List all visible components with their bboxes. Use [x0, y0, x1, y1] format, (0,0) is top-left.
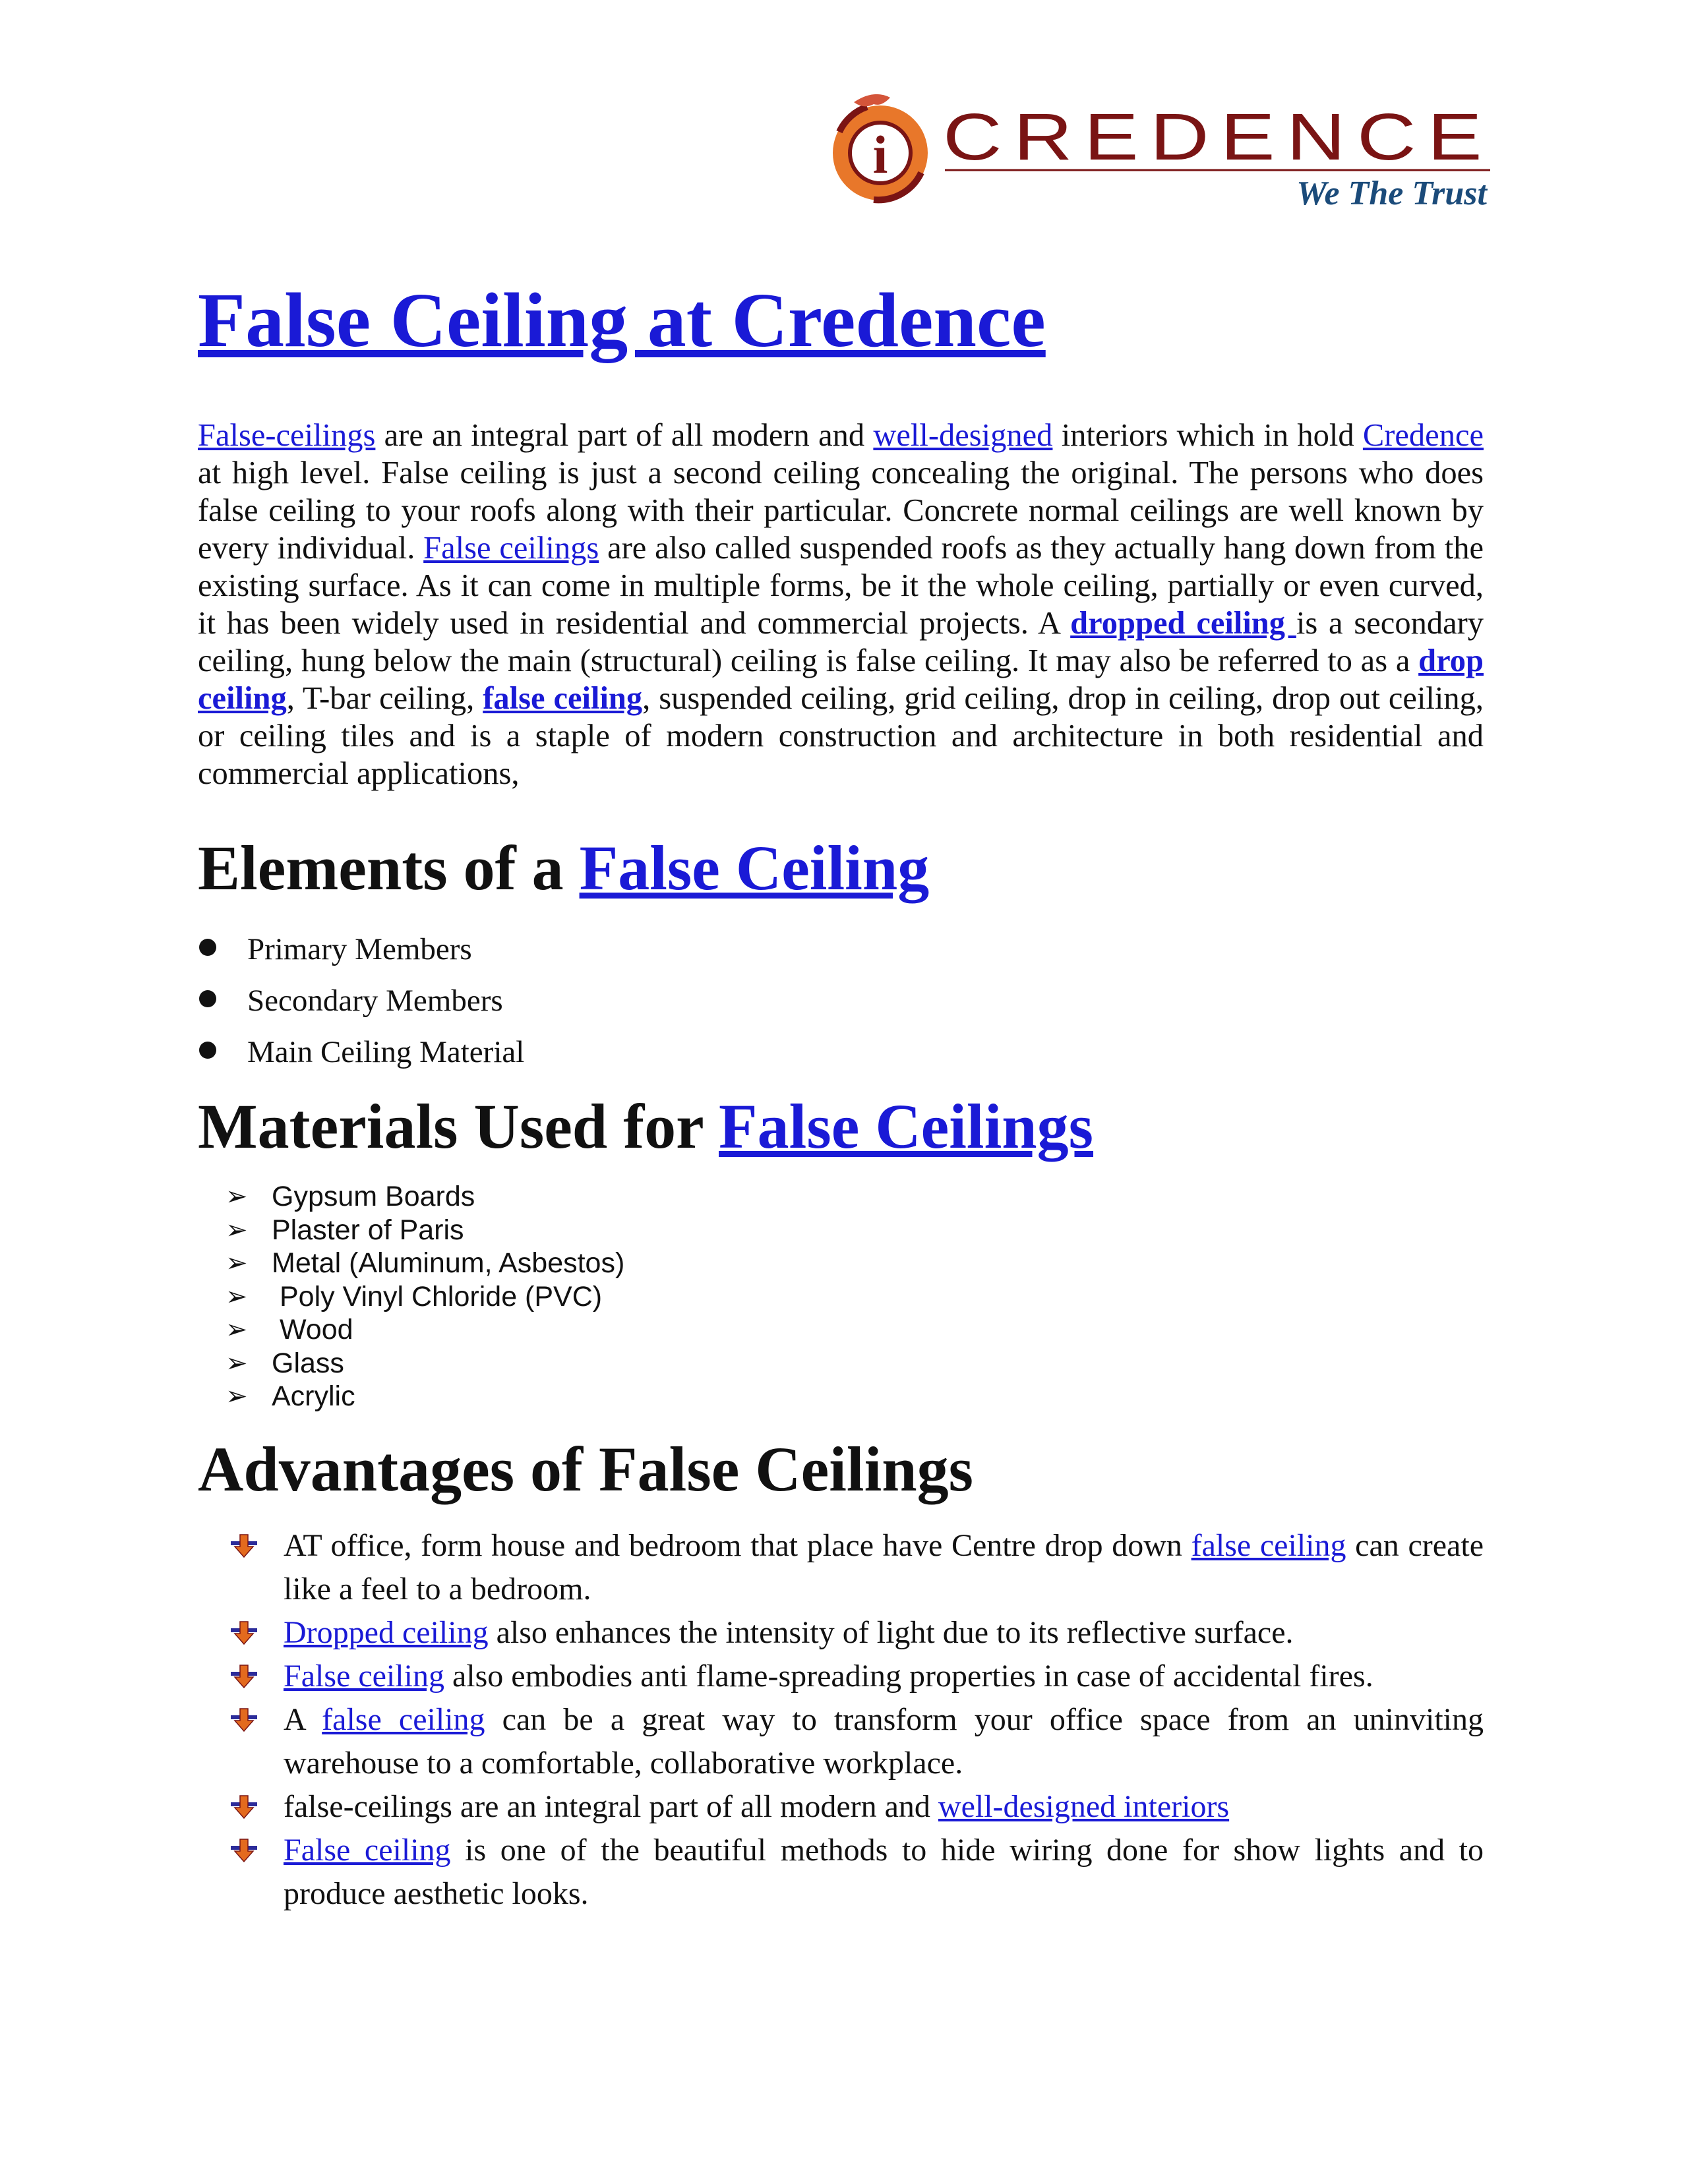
- adv-link[interactable]: False ceiling: [284, 1833, 451, 1868]
- intro-text: , suspended ceiling, grid ceiling, drop in ceiling, drop out ceiling, or ceiling tiles and is a staple of modern construction and architecture in both residential and commercial applications,: [198, 680, 1484, 791]
- download-arrow-icon: [231, 1706, 257, 1732]
- download-arrow-icon: [231, 1837, 257, 1863]
- intro-text: are an integral part of all modern and: [375, 417, 874, 453]
- list-item: [198, 930, 1484, 981]
- download-arrow-icon: [231, 1532, 257, 1558]
- adv-text: AT office, form house and bedroom that place have Centre drop down: [284, 1528, 1191, 1564]
- heading-elements-text: Elements of a: [198, 832, 580, 903]
- arrow-bullet-icon: ➢: [226, 1382, 248, 1411]
- advantages-list: [198, 1524, 1484, 1916]
- list-item: [198, 1524, 1484, 1611]
- logo-wordmark: CREDENCE: [943, 100, 1493, 174]
- intro-link-well-designed[interactable]: well-designed: [873, 417, 1053, 453]
- intro-text: , T-bar ceiling,: [286, 680, 483, 716]
- bullet-icon: [199, 990, 216, 1007]
- adv-text: can create like a feel to a bedroom.: [284, 1528, 1484, 1607]
- arrow-bullet-icon: ➢: [226, 1348, 248, 1378]
- heading-advantages: Advantages of False Ceilings: [198, 1433, 973, 1504]
- list-item: [198, 1313, 1484, 1347]
- heading-materials: [198, 1090, 1484, 1163]
- intro-text: at high level. False ceiling is just a second ceiling concealing the original. The persons who does false ceiling to your roofs along with their particular. Concrete normal ceilings are well known by every individual.: [198, 455, 1484, 566]
- list-item-label: Poly Vinyl Chloride (PVC): [280, 1280, 603, 1313]
- intro-text: interiors which in hold: [1052, 417, 1363, 453]
- heading-materials-text: Materials Used for: [198, 1091, 719, 1162]
- arrow-bullet-icon: ➢: [226, 1282, 248, 1311]
- page-title[interactable]: [198, 276, 1484, 365]
- intro-link-drop-ceiling[interactable]: drop ceiling: [198, 643, 1484, 716]
- list-item: [198, 1280, 1484, 1314]
- list-item: [198, 1611, 1484, 1655]
- bullet-icon: [199, 1042, 216, 1059]
- list-item: [198, 1785, 1484, 1829]
- list-item: [198, 1032, 1484, 1084]
- heading-materials-link[interactable]: False Ceilings: [719, 1091, 1094, 1162]
- download-arrow-icon: [231, 1663, 257, 1689]
- list-item: [198, 1655, 1484, 1698]
- arrow-bullet-icon: ➢: [226, 1315, 248, 1345]
- list-item-label: Primary Members: [247, 932, 472, 967]
- svg-text:i: i: [872, 125, 888, 185]
- list-item-label: Gypsum Boards: [272, 1181, 475, 1213]
- adv-link[interactable]: well-designed interiors: [938, 1789, 1230, 1825]
- bullet-icon: [199, 939, 216, 956]
- arrow-bullet-icon: ➢: [226, 1182, 248, 1212]
- adv-text: also embodies anti flame-spreading properties in case of accidental fires.: [444, 1659, 1373, 1694]
- download-arrow-icon: [231, 1619, 257, 1645]
- list-item: [198, 981, 1484, 1032]
- intro-link-false-ceilings[interactable]: False-ceilings: [198, 417, 376, 453]
- list-item-label: Secondary Members: [247, 984, 503, 1018]
- heading-elements-link[interactable]: False Ceiling: [579, 832, 930, 903]
- intro-paragraph: [198, 417, 1484, 792]
- logo-tagline: We The Trust: [1296, 175, 1487, 212]
- adv-text: also enhances the intensity of light due to its reflective surface.: [488, 1615, 1294, 1651]
- elements-list: [198, 930, 1484, 1084]
- download-arrow-icon: [231, 1793, 257, 1819]
- adv-text: can be a great way to transform your office space from an uninviting warehouse to a comfortable, collaborative workplace.: [284, 1702, 1484, 1781]
- logo-emblem-icon: [833, 94, 928, 200]
- document-body: [198, 264, 1484, 1916]
- adv-text: A: [284, 1702, 322, 1738]
- list-item-label: Main Ceiling Material: [247, 1035, 525, 1070]
- adv-text: false-ceilings are an integral part of all modern and: [284, 1789, 938, 1825]
- list-item: [198, 1180, 1484, 1214]
- credence-logo-graphic: [828, 86, 1500, 218]
- list-item: [198, 1698, 1484, 1785]
- credence-logo: [828, 86, 1500, 218]
- title-link[interactable]: False Ceiling at Credence: [198, 277, 1046, 363]
- intro-text: is a secondary ceiling, hung below the main (structural) ceiling is false ceiling. It may also be referred to as a: [198, 605, 1484, 678]
- adv-text: is one of the beautiful methods to hide wiring done for show lights and to produce aesthetic looks.: [284, 1833, 1484, 1912]
- intro-link-credence[interactable]: Credence: [1362, 417, 1484, 453]
- list-item-label: Metal (Aluminum, Asbestos): [272, 1247, 625, 1280]
- intro-text: are also called suspended roofs as they actually hang down from the existing surface. As it can come in multiple forms, be it the whole ceiling, partially or even curved, it has been widely used in residential and commercial projects. A: [198, 530, 1484, 641]
- adv-link[interactable]: false ceiling: [1191, 1528, 1346, 1564]
- intro-link-false-ceiling[interactable]: false ceiling: [483, 680, 643, 716]
- materials-list: [198, 1180, 1484, 1413]
- list-item-label: Glass: [272, 1347, 344, 1379]
- list-item: [198, 1829, 1484, 1916]
- list-item: [198, 1247, 1484, 1280]
- list-item: [198, 1347, 1484, 1380]
- adv-link[interactable]: Dropped ceiling: [284, 1615, 489, 1651]
- adv-link[interactable]: false ceiling: [322, 1702, 485, 1738]
- intro-link-false-ceilings-2[interactable]: False ceilings: [423, 530, 599, 566]
- arrow-bullet-icon: ➢: [226, 1215, 248, 1245]
- list-item: [198, 1214, 1484, 1247]
- list-item: [198, 1380, 1484, 1413]
- list-item-label: Plaster of Paris: [272, 1214, 464, 1246]
- list-item-label: Wood: [280, 1314, 353, 1346]
- adv-link[interactable]: False ceiling: [284, 1659, 444, 1694]
- intro-link-dropped-ceiling[interactable]: dropped ceiling: [1070, 605, 1296, 641]
- heading-elements: [198, 832, 1484, 904]
- arrow-bullet-icon: ➢: [226, 1249, 248, 1278]
- list-item-label: Acrylic: [272, 1380, 355, 1413]
